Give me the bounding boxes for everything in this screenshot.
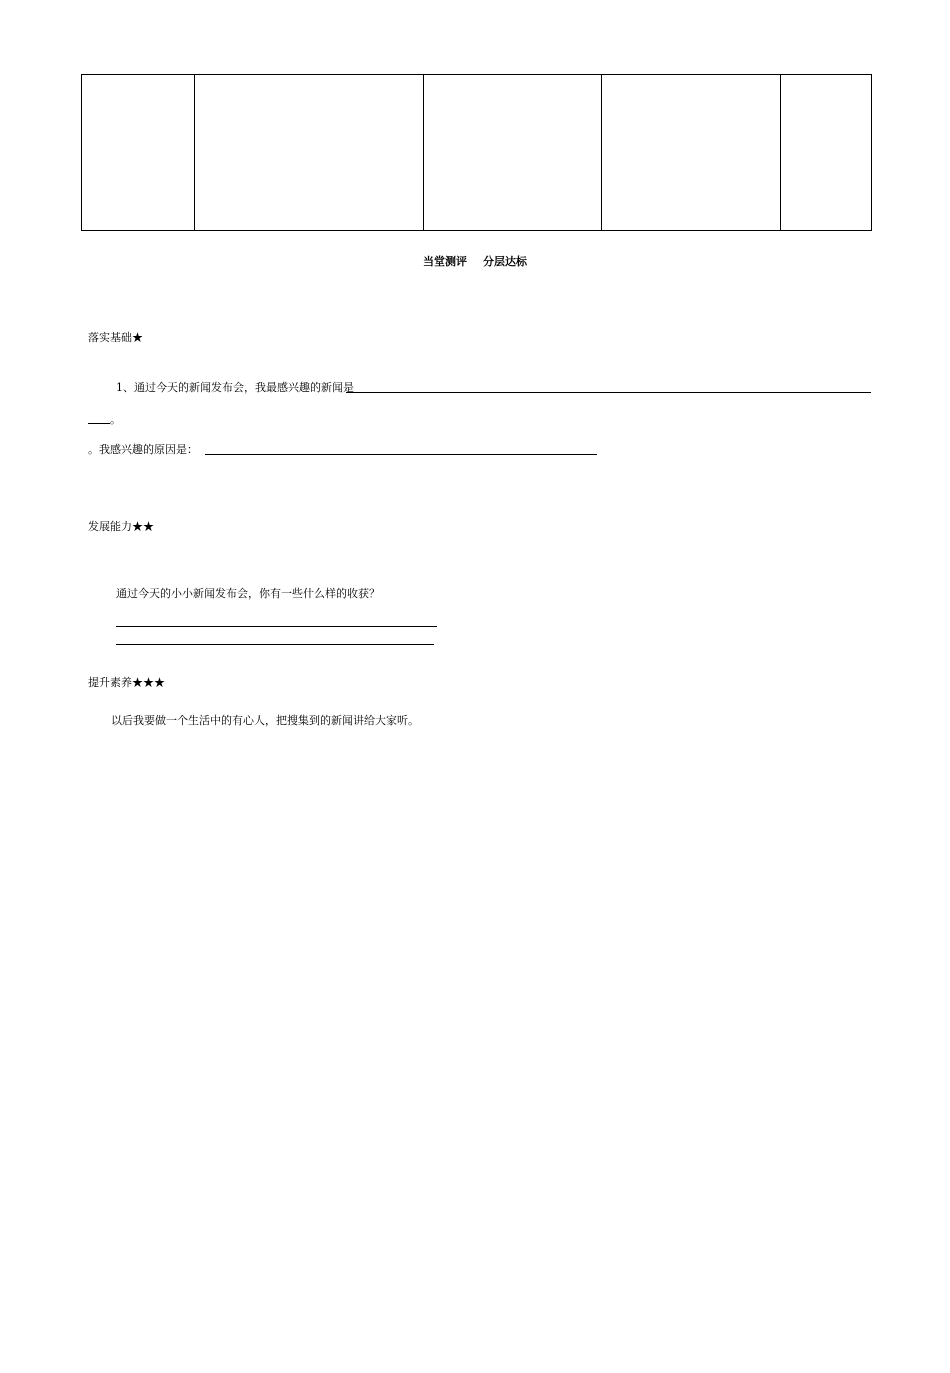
q1-text: 1、通过今天的新闻发布会，我最感兴趣的新闻是 — [116, 381, 354, 394]
improve-text: 以后我要做一个生活中的有心人，把搜集到的新闻讲给大家听。 — [111, 714, 419, 727]
heading-part1: 当堂测评 — [423, 255, 467, 268]
q1-reason-label: 。我感兴趣的原因是： — [88, 443, 198, 456]
q1-answer-line-continued[interactable] — [88, 423, 110, 424]
section-improve-title: 提升素养★★★ — [88, 676, 165, 689]
develop-question: 通过今天的小小新闻发布会，你有一些什么样的收获？ — [116, 587, 380, 600]
develop-answer-line-2[interactable] — [116, 644, 434, 645]
table-cell — [82, 75, 195, 231]
section-develop-title: 发展能力★★ — [88, 520, 154, 533]
section-heading — [0, 253, 950, 269]
table-cell — [602, 75, 781, 231]
table-cell — [781, 75, 872, 231]
table-row — [82, 75, 872, 231]
develop-answer-line-1[interactable] — [116, 626, 437, 627]
heading-part2: 分层达标 — [483, 255, 527, 268]
table-cell — [424, 75, 602, 231]
top-table — [81, 74, 872, 231]
q1-reason-line[interactable] — [205, 454, 597, 455]
q1-answer-line[interactable] — [346, 392, 871, 393]
q1-end-mark: 。 — [110, 413, 121, 426]
table-cell — [195, 75, 424, 231]
section-basic-title: 落实基础★ — [88, 331, 143, 344]
